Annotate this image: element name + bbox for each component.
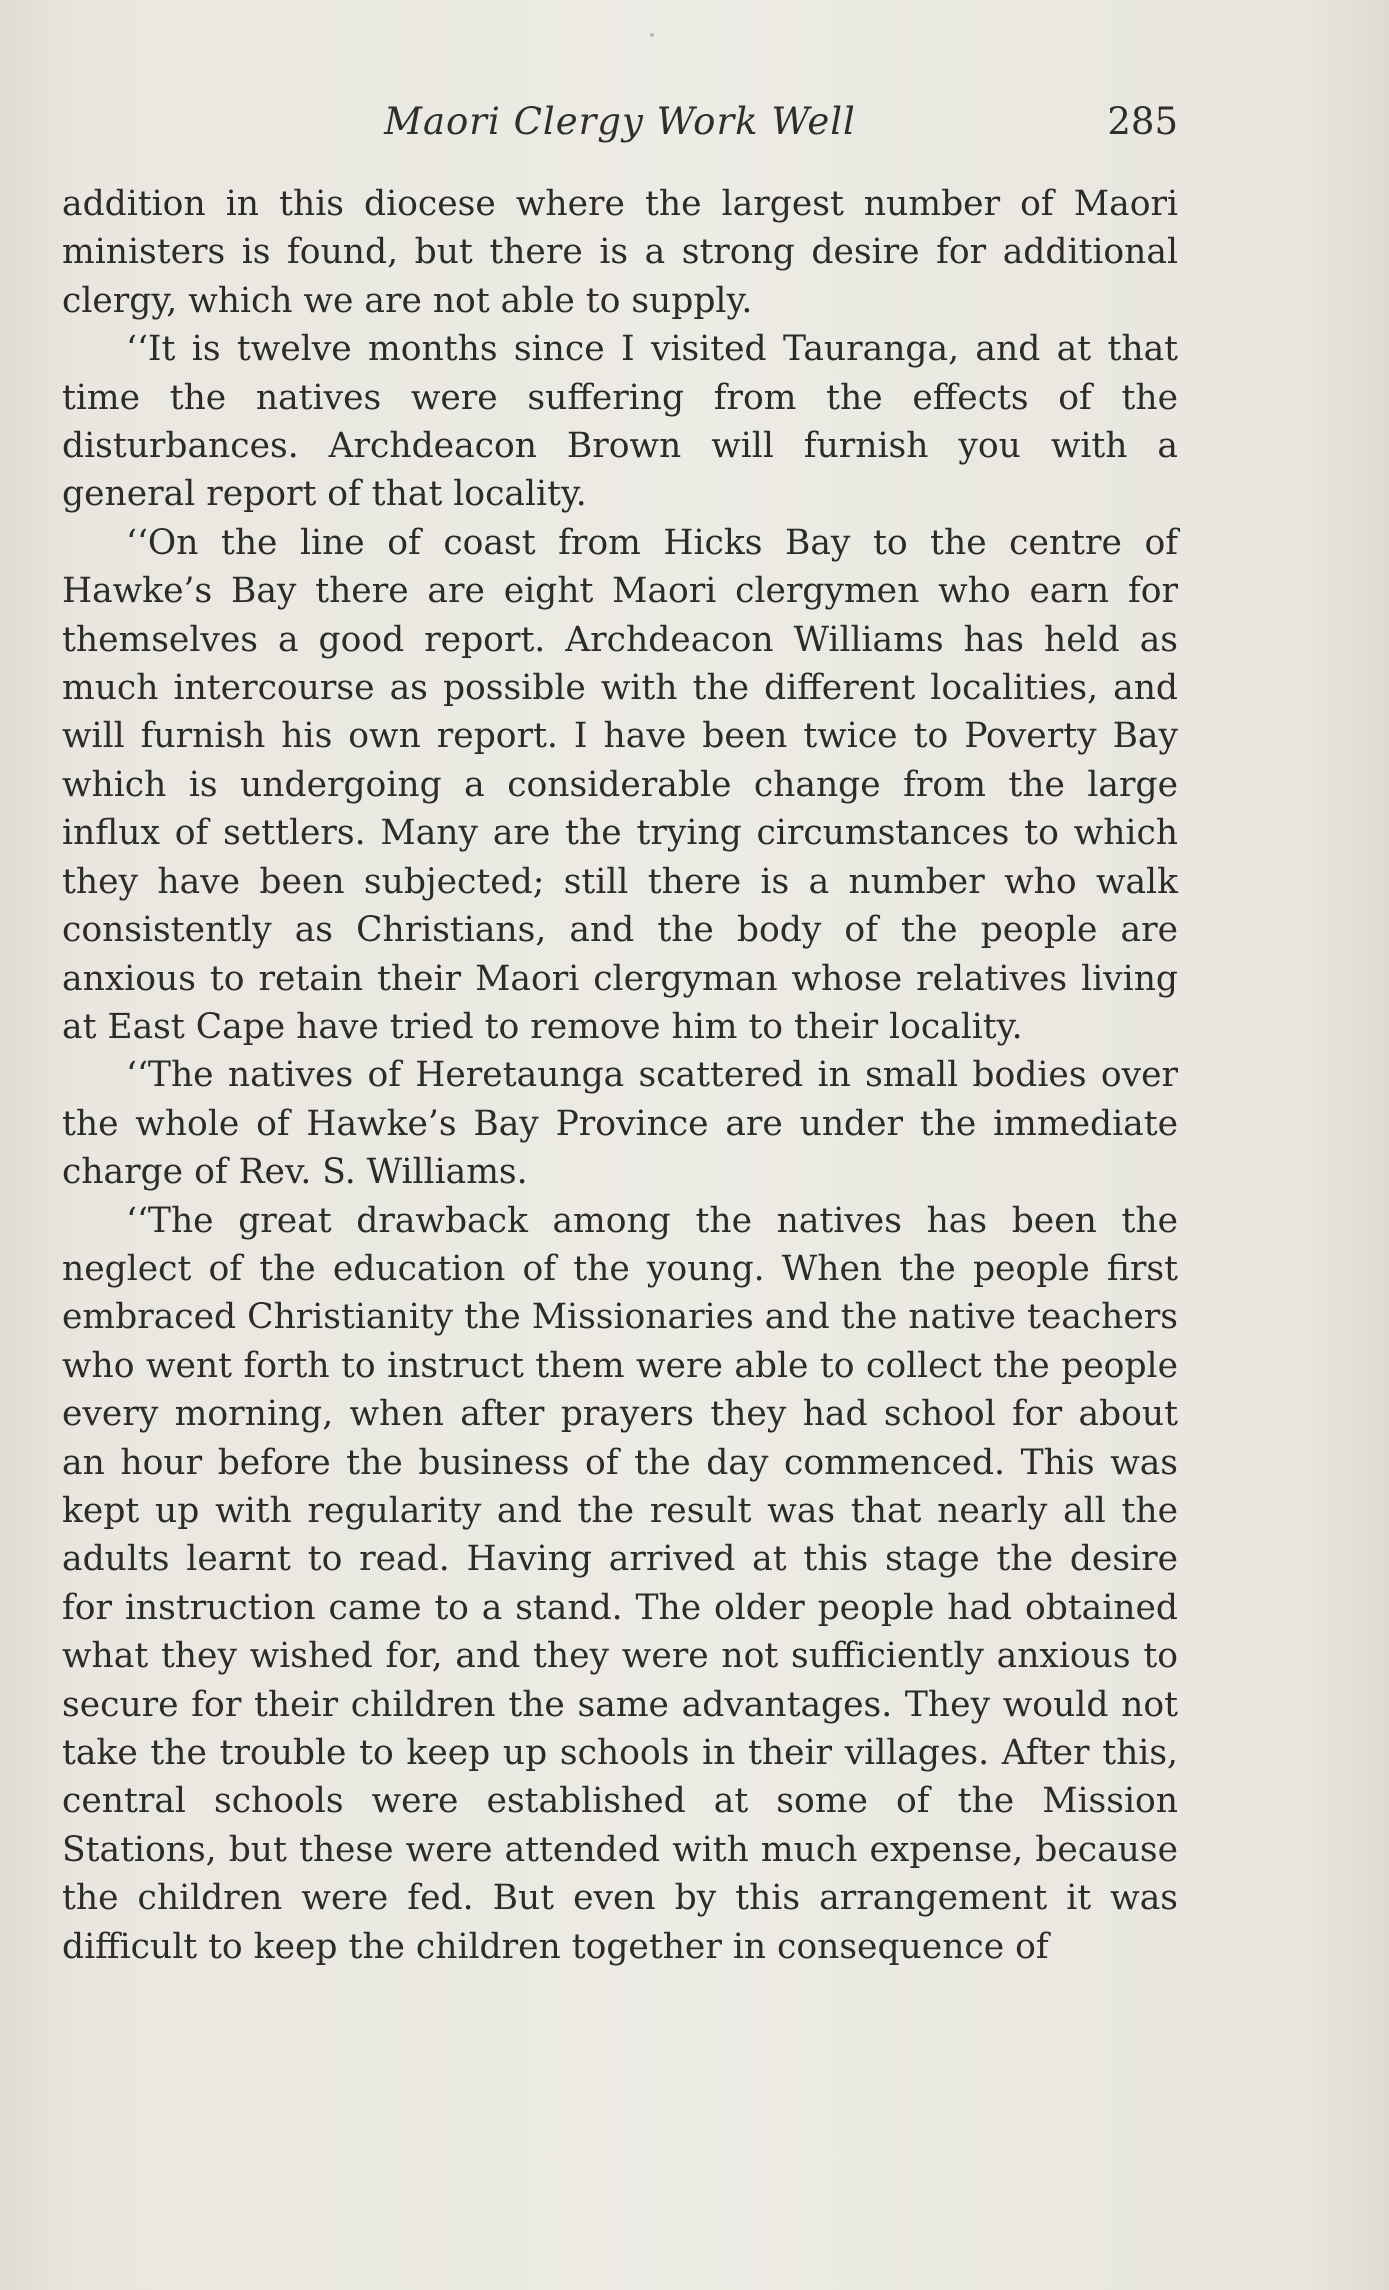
running-title: Maori Clergy Work Well: [384, 100, 856, 143]
paragraph-continuation: addition in this diocese where the largest number of Maori ministers is found, but there is a strong desire for additional clergy, which we are not able to supply.: [62, 184, 1178, 321]
paragraph-tauranga: ‘‘It is twelve months since I visited Tauranga, and at that time the natives were suffering from the effects of the disturbances. Archdeacon Brown will furnish you with a general report of that locality.: [62, 329, 1178, 515]
page-speck: [650, 33, 654, 37]
paragraph-hicks-bay: ‘‘On the line of coast from Hicks Bay to the centre of Hawke’s Bay there are eight Maori clergymen who earn for themselves a good report. Archdeacon Williams has held as much intercourse as possible with the different localities, and will furnish his own report. I have been twice to Poverty Bay which is undergoing a considerable change from the large influx of settlers. Many are the trying circumstances to which they have been subjected; still there is a number who walk consistently as Christians, and the body of the people are anxious to retain their Maori clergyman whose relatives living at East Cape have tried to remove him to their locality.: [62, 522, 1178, 1047]
page-header: [62, 100, 1178, 150]
paragraph-heretaunga: ‘‘The natives of Heretaunga scattered in small bodies over the whole of Hawke’s Bay Province are under the immediate charge of Rev. S. Williams.: [62, 1055, 1178, 1193]
body-text: [62, 180, 1178, 1971]
page-number: 285: [1107, 100, 1178, 143]
paragraph-education: ‘‘The great drawback among the natives has been the neglect of the education of the young. When the people first embraced Christianity the Missionaries and the native teachers who went forth to instruct them were able to collect the people every morning, when after prayers they had school for about an hour before the business of the day commenced. This was kept up with regularity and the result was that nearly all the adults learnt to read. Having arrived at this stage the desire for instruction came to a stand. The older people had obtained what they wished for, and they were not sufficiently anxious to secure for their children the same advantages. They would not take the trouble to keep up schools in their villages. After this, central schools were established at some of the Mission Stations, but these were attended with much expense, because the children were fed. But even by this arrangement it was difficult to keep the children together in consequence of: [62, 1200, 1178, 1967]
